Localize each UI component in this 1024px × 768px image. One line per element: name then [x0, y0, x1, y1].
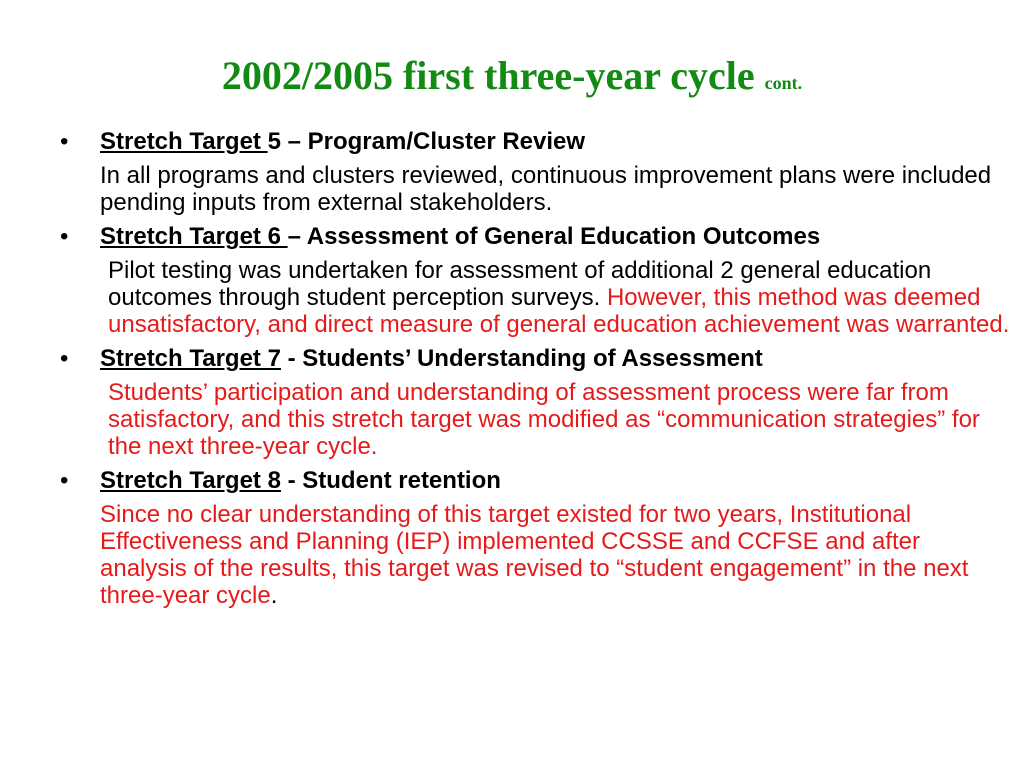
item-heading [100, 467, 1010, 494]
target-label: Stretch Target 7 [100, 345, 281, 372]
item-heading [100, 128, 1010, 155]
item-description [100, 501, 1010, 609]
target-title: - Students’ Understanding of Assessment [280, 345, 763, 372]
description-highlight: However, this method was deemed unsatisfactory, and direct measure of general education achievement was warranted. [108, 284, 1010, 338]
bullet-icon: • [60, 223, 69, 250]
target-label: Stretch Target 6 [100, 223, 288, 250]
item-description [100, 162, 1010, 216]
bullet-item-target-5 [60, 128, 1010, 216]
target-title: – Assessment of General Education Outcomes [287, 223, 821, 250]
target-title: 5 – Program/Cluster Review [267, 128, 586, 155]
target-title: - Student retention [280, 467, 501, 494]
description-highlight: Since no clear understanding of this target existed for two years, Institutional Effectiveness and Planning (IEP) implemented CCSSE and CCFSE and after analysis of the results, this target was revised to “student engagement” in the next three-year cycle [100, 501, 969, 609]
item-heading [100, 223, 1010, 250]
target-label: Stretch Target [100, 128, 268, 155]
bullet-list [60, 128, 1010, 616]
bullet-item-target-8 [60, 467, 1010, 609]
item-description [100, 379, 1010, 460]
bullet-item-target-6 [60, 223, 1010, 338]
slide-title [0, 52, 1024, 107]
bullet-icon: • [60, 467, 69, 494]
description-highlight: Students’ participation and understanding of assessment process were far from satisfactory, and this stretch target was modified as “communication strategies” for the next three-year cycle. [108, 379, 980, 460]
bullet-icon: • [60, 128, 69, 155]
item-description [100, 257, 1010, 338]
title-suffix: cont. [764, 73, 803, 93]
description-text: In all programs and clusters reviewed, continuous improvement plans were included pending inputs from external stakeholders. [100, 162, 992, 216]
target-label: Stretch Target 8 [100, 467, 281, 494]
title-main: 2002/2005 first three-year cycle [221, 53, 755, 98]
description-text: Pilot testing was undertaken for assessment of additional 2 general education outcomes through student perception surveys. [108, 257, 932, 311]
description-end: . [270, 582, 278, 609]
bullet-item-target-7 [60, 345, 1010, 460]
item-heading [100, 345, 1010, 372]
bullet-icon: • [60, 345, 69, 372]
